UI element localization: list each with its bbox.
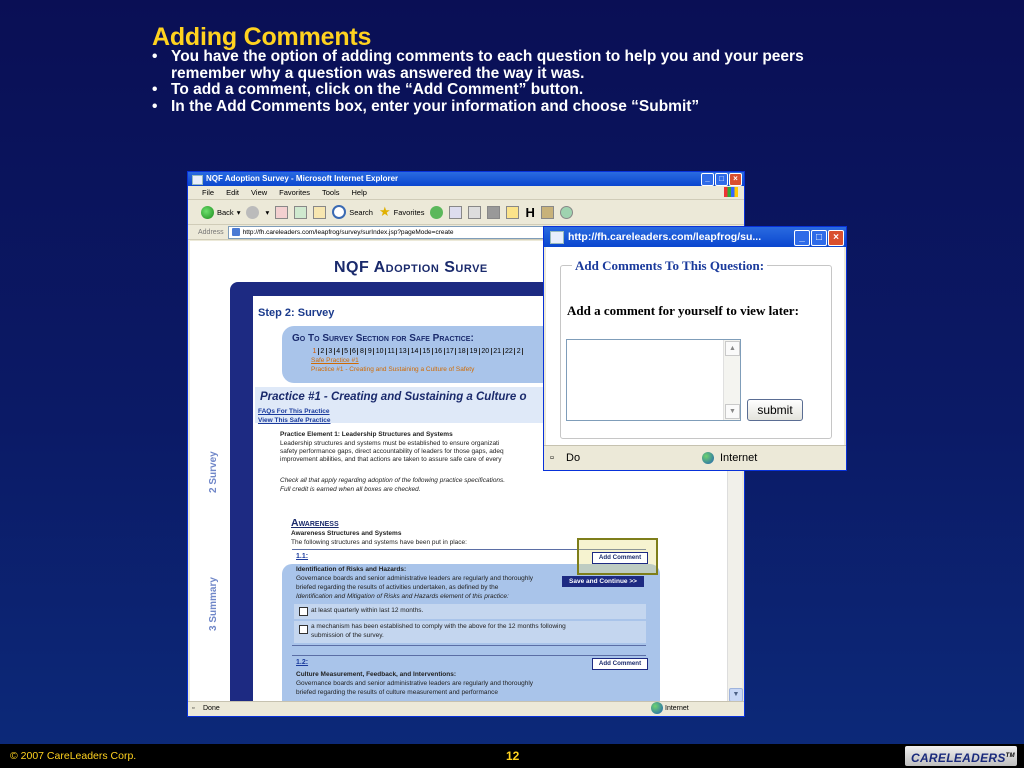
practice-number-nav	[311, 348, 523, 355]
slide-footer	[0, 744, 1024, 768]
messenger-icon[interactable]	[560, 206, 573, 219]
question-title: Culture Measurement, Feedback, and Interventions:	[296, 671, 457, 678]
step-number: 3	[208, 625, 219, 631]
practice-number-link[interactable]: 15	[421, 348, 433, 355]
practice-number-link[interactable]: 5	[343, 348, 351, 355]
menu-bar	[188, 186, 744, 200]
step-number: 2	[208, 487, 219, 493]
practice-number-link[interactable]: 20	[480, 348, 492, 355]
stop-icon[interactable]	[275, 206, 288, 219]
goto-title: Go To Survey Section for Safe Practice:	[292, 333, 474, 344]
copyright: © 2007 CareLeaders Corp.	[10, 750, 137, 762]
practice-number-link[interactable]: 18	[456, 348, 468, 355]
practice-number-link[interactable]: 17	[445, 348, 457, 355]
question-divider	[292, 655, 646, 656]
menu-edit[interactable]: Edit	[226, 188, 240, 197]
safe-practice-link[interactable]: Safe Practice #1	[311, 357, 359, 364]
page-done-icon: ▫	[192, 705, 195, 712]
practice-number-link[interactable]: 1	[311, 348, 319, 355]
bullet-item: • To add a comment, click on the “Add Comment” button.	[152, 82, 852, 99]
menu-view[interactable]: View	[251, 188, 268, 197]
forward-arrow-icon[interactable]	[246, 206, 259, 219]
folder-icon[interactable]	[506, 206, 519, 219]
maximize-button[interactable]: □	[811, 230, 827, 246]
question-text-line: briefed regarding the results of culture measurement and performance	[296, 689, 498, 696]
tools-icon[interactable]	[541, 206, 554, 219]
practice-number-link[interactable]: 6	[351, 348, 359, 355]
back-button[interactable]: Back ▾	[201, 206, 240, 219]
step-nav	[208, 293, 228, 643]
search-icon	[332, 205, 346, 219]
address-label: Address	[198, 228, 224, 236]
maximize-button[interactable]: □	[715, 173, 728, 186]
close-button[interactable]: ×	[828, 230, 844, 246]
menu-favorites[interactable]: Favorites	[279, 188, 310, 197]
favorites-label: Favorites	[393, 207, 425, 217]
practice-number-link[interactable]: 10	[374, 348, 386, 355]
browser-titlebar[interactable]	[188, 172, 744, 186]
status-text: Do	[566, 452, 581, 464]
awareness-subtitle: Awareness Structures and Systems	[291, 530, 402, 537]
practice-number-link[interactable]: 19	[468, 348, 480, 355]
minimize-button[interactable]: _	[794, 230, 810, 246]
scroll-down-icon[interactable]: ▼	[725, 404, 740, 419]
option-checkbox[interactable]	[299, 625, 308, 634]
comment-textarea[interactable]	[566, 339, 741, 421]
safe-practice-subtitle: Practice #1 - Creating and Sustaining a Culture of Safety	[311, 366, 475, 373]
practice-title: Practice #1 - Creating and Sustaining a Culture o	[260, 391, 527, 403]
practice-number-link[interactable]: 14	[409, 348, 421, 355]
awareness-title: Awareness	[291, 517, 339, 529]
step-start[interactable]	[208, 348, 219, 379]
element-text-line: safety performance gaps, direct accountability of leaders for those gaps, adeq	[280, 448, 504, 455]
step-title: Step 2: Survey	[258, 307, 335, 319]
question-text-line: Governance boards and senior administrative leaders are regularly and thoroughly	[296, 680, 534, 687]
ie-app-icon	[550, 231, 564, 244]
bullet-item: • You have the option of adding comments to each question to help you and your peers remember why a question was answered the way it was.	[152, 49, 852, 82]
browser-title: NQF Adoption Survey - Microsoft Internet Explorer	[206, 174, 399, 183]
menu-file[interactable]: File	[202, 188, 215, 197]
element-title: Practice Element 1: Leadership Structures and Systems	[280, 431, 453, 438]
back-label: Back	[217, 207, 234, 217]
back-arrow-icon	[201, 206, 214, 219]
slide-title: Adding Comments	[152, 23, 372, 51]
mail-icon[interactable]	[449, 206, 462, 219]
star-icon: ★	[378, 204, 391, 219]
option-checkbox[interactable]	[299, 607, 308, 616]
popup-titlebar[interactable]	[544, 227, 846, 247]
question-divider	[292, 645, 646, 646]
question-text-line: Identification and Mitigation of Risks and Hazards element of this practice:	[296, 593, 509, 600]
browser-toolbar: Back ▾ ▾ Search ★ Favorites H	[188, 200, 744, 225]
practice-number-link[interactable]: 2	[515, 348, 523, 355]
comment-prompt: Add a comment for yourself to view later:	[567, 303, 799, 318]
practice-number-link[interactable]: 21	[492, 348, 504, 355]
option-label: at least quarterly within last 12 months.	[311, 607, 424, 614]
home-icon[interactable]	[313, 206, 326, 219]
practice-number-link[interactable]: 16	[433, 348, 445, 355]
address-input[interactable]: http://fh.careleaders.com/leapfrog/survey/surIndex.jsp?pageMode=create	[228, 226, 744, 239]
browser-statusbar	[188, 701, 744, 716]
textarea-scrollbar[interactable]	[723, 340, 740, 420]
step-label: Summary	[208, 577, 219, 623]
menu-tools[interactable]: Tools	[322, 188, 340, 197]
step-label: Survey	[208, 451, 219, 485]
search-label: Search	[349, 207, 373, 217]
scroll-down-icon[interactable]: ▼	[729, 688, 743, 702]
faq-link[interactable]: FAQs For This Practice	[258, 408, 330, 415]
logo-text: CARELEADERS	[911, 751, 1006, 765]
refresh-icon[interactable]	[294, 206, 307, 219]
element-text-line: Leadership structures and systems must be established to ensure organizati	[280, 440, 500, 447]
step-number: 1	[208, 373, 219, 379]
page-done-icon: ▫	[550, 452, 554, 464]
option-label: submission of the survey.	[311, 632, 384, 639]
favorites-button[interactable]	[379, 204, 425, 220]
practice-number-link[interactable]: 13	[397, 348, 409, 355]
check-instruction: Full credit is earned when all boxes are checked.	[280, 486, 421, 493]
practice-number-link[interactable]: 11	[386, 348, 397, 355]
view-practice-link[interactable]: View This Safe Practice	[258, 417, 331, 424]
fieldset-legend: Add Comments To This Question:	[572, 258, 767, 274]
careleaders-logo	[905, 746, 1017, 766]
question-number: 1.2:	[296, 659, 309, 666]
minimize-button[interactable]: _	[701, 173, 714, 186]
popup-statusbar	[544, 445, 846, 470]
page-number: 12	[506, 749, 520, 763]
bullet-item: • In the Add Comments box, enter your information and choose “Submit”	[152, 99, 852, 116]
scroll-up-icon[interactable]: ▲	[725, 341, 740, 356]
step-label: Start	[208, 347, 219, 371]
add-comment-button[interactable]: Add Comment	[592, 552, 648, 564]
print-icon[interactable]	[468, 206, 481, 219]
status-text: Done	[203, 705, 220, 712]
menu-help[interactable]: Help	[351, 188, 367, 197]
history-icon[interactable]	[430, 206, 443, 219]
practice-number-link[interactable]: 22	[504, 348, 516, 355]
search-button[interactable]	[332, 205, 373, 219]
practice-number-link[interactable]: 9	[366, 348, 374, 355]
practice-number-link[interactable]: 3	[327, 348, 335, 355]
popup-title: http://fh.careleaders.com/leapfrog/su...	[568, 231, 762, 243]
page-heading: NQF Adoption Surve	[334, 259, 488, 276]
internet-zone-icon	[651, 702, 663, 714]
zone-text: Internet	[665, 705, 689, 712]
element-text-line: improvement abilities, and that actions are taken to assure safe care of every	[280, 456, 502, 463]
ie-app-icon	[192, 175, 203, 185]
option-label: a mechanism has been established to comply with the above for the 12 months following	[311, 623, 566, 630]
question-text-line: Governance boards and senior administrative leaders are regularly and thoroughly	[296, 575, 534, 582]
save-continue-button[interactable]: Save and Continue >>	[562, 576, 644, 587]
internet-zone-icon	[702, 452, 714, 464]
step-summary[interactable]	[208, 577, 219, 631]
popup-content	[546, 247, 844, 445]
edit-icon[interactable]	[487, 206, 500, 219]
add-comment-button[interactable]: Add Comment	[592, 658, 648, 670]
trademark-mark: TM	[1005, 753, 1015, 759]
question-number: 1.1:	[296, 553, 309, 560]
submit-button[interactable]: submit	[747, 399, 803, 421]
step-survey[interactable]	[208, 451, 219, 493]
question-title: Identification of Risks and Hazards:	[296, 566, 407, 573]
practice-number-link[interactable]: 2	[319, 348, 327, 355]
zone-text: Internet	[720, 452, 758, 464]
practice-number-link[interactable]: 4	[335, 348, 343, 355]
add-comment-popup	[543, 226, 847, 471]
windows-logo-icon	[724, 187, 738, 197]
h-icon[interactable]: H	[525, 204, 535, 220]
question-text-line: briefed regarding the results of activities undertaken, as defined by the	[296, 584, 499, 591]
awareness-description: The following structures and systems have been put in place:	[291, 539, 467, 546]
check-instruction: Check all that apply regarding adoption of the following practice specifications.	[280, 477, 506, 484]
slide-bullets	[152, 49, 852, 115]
practice-number-link[interactable]: 8	[358, 348, 366, 355]
close-button[interactable]: ×	[729, 173, 742, 186]
